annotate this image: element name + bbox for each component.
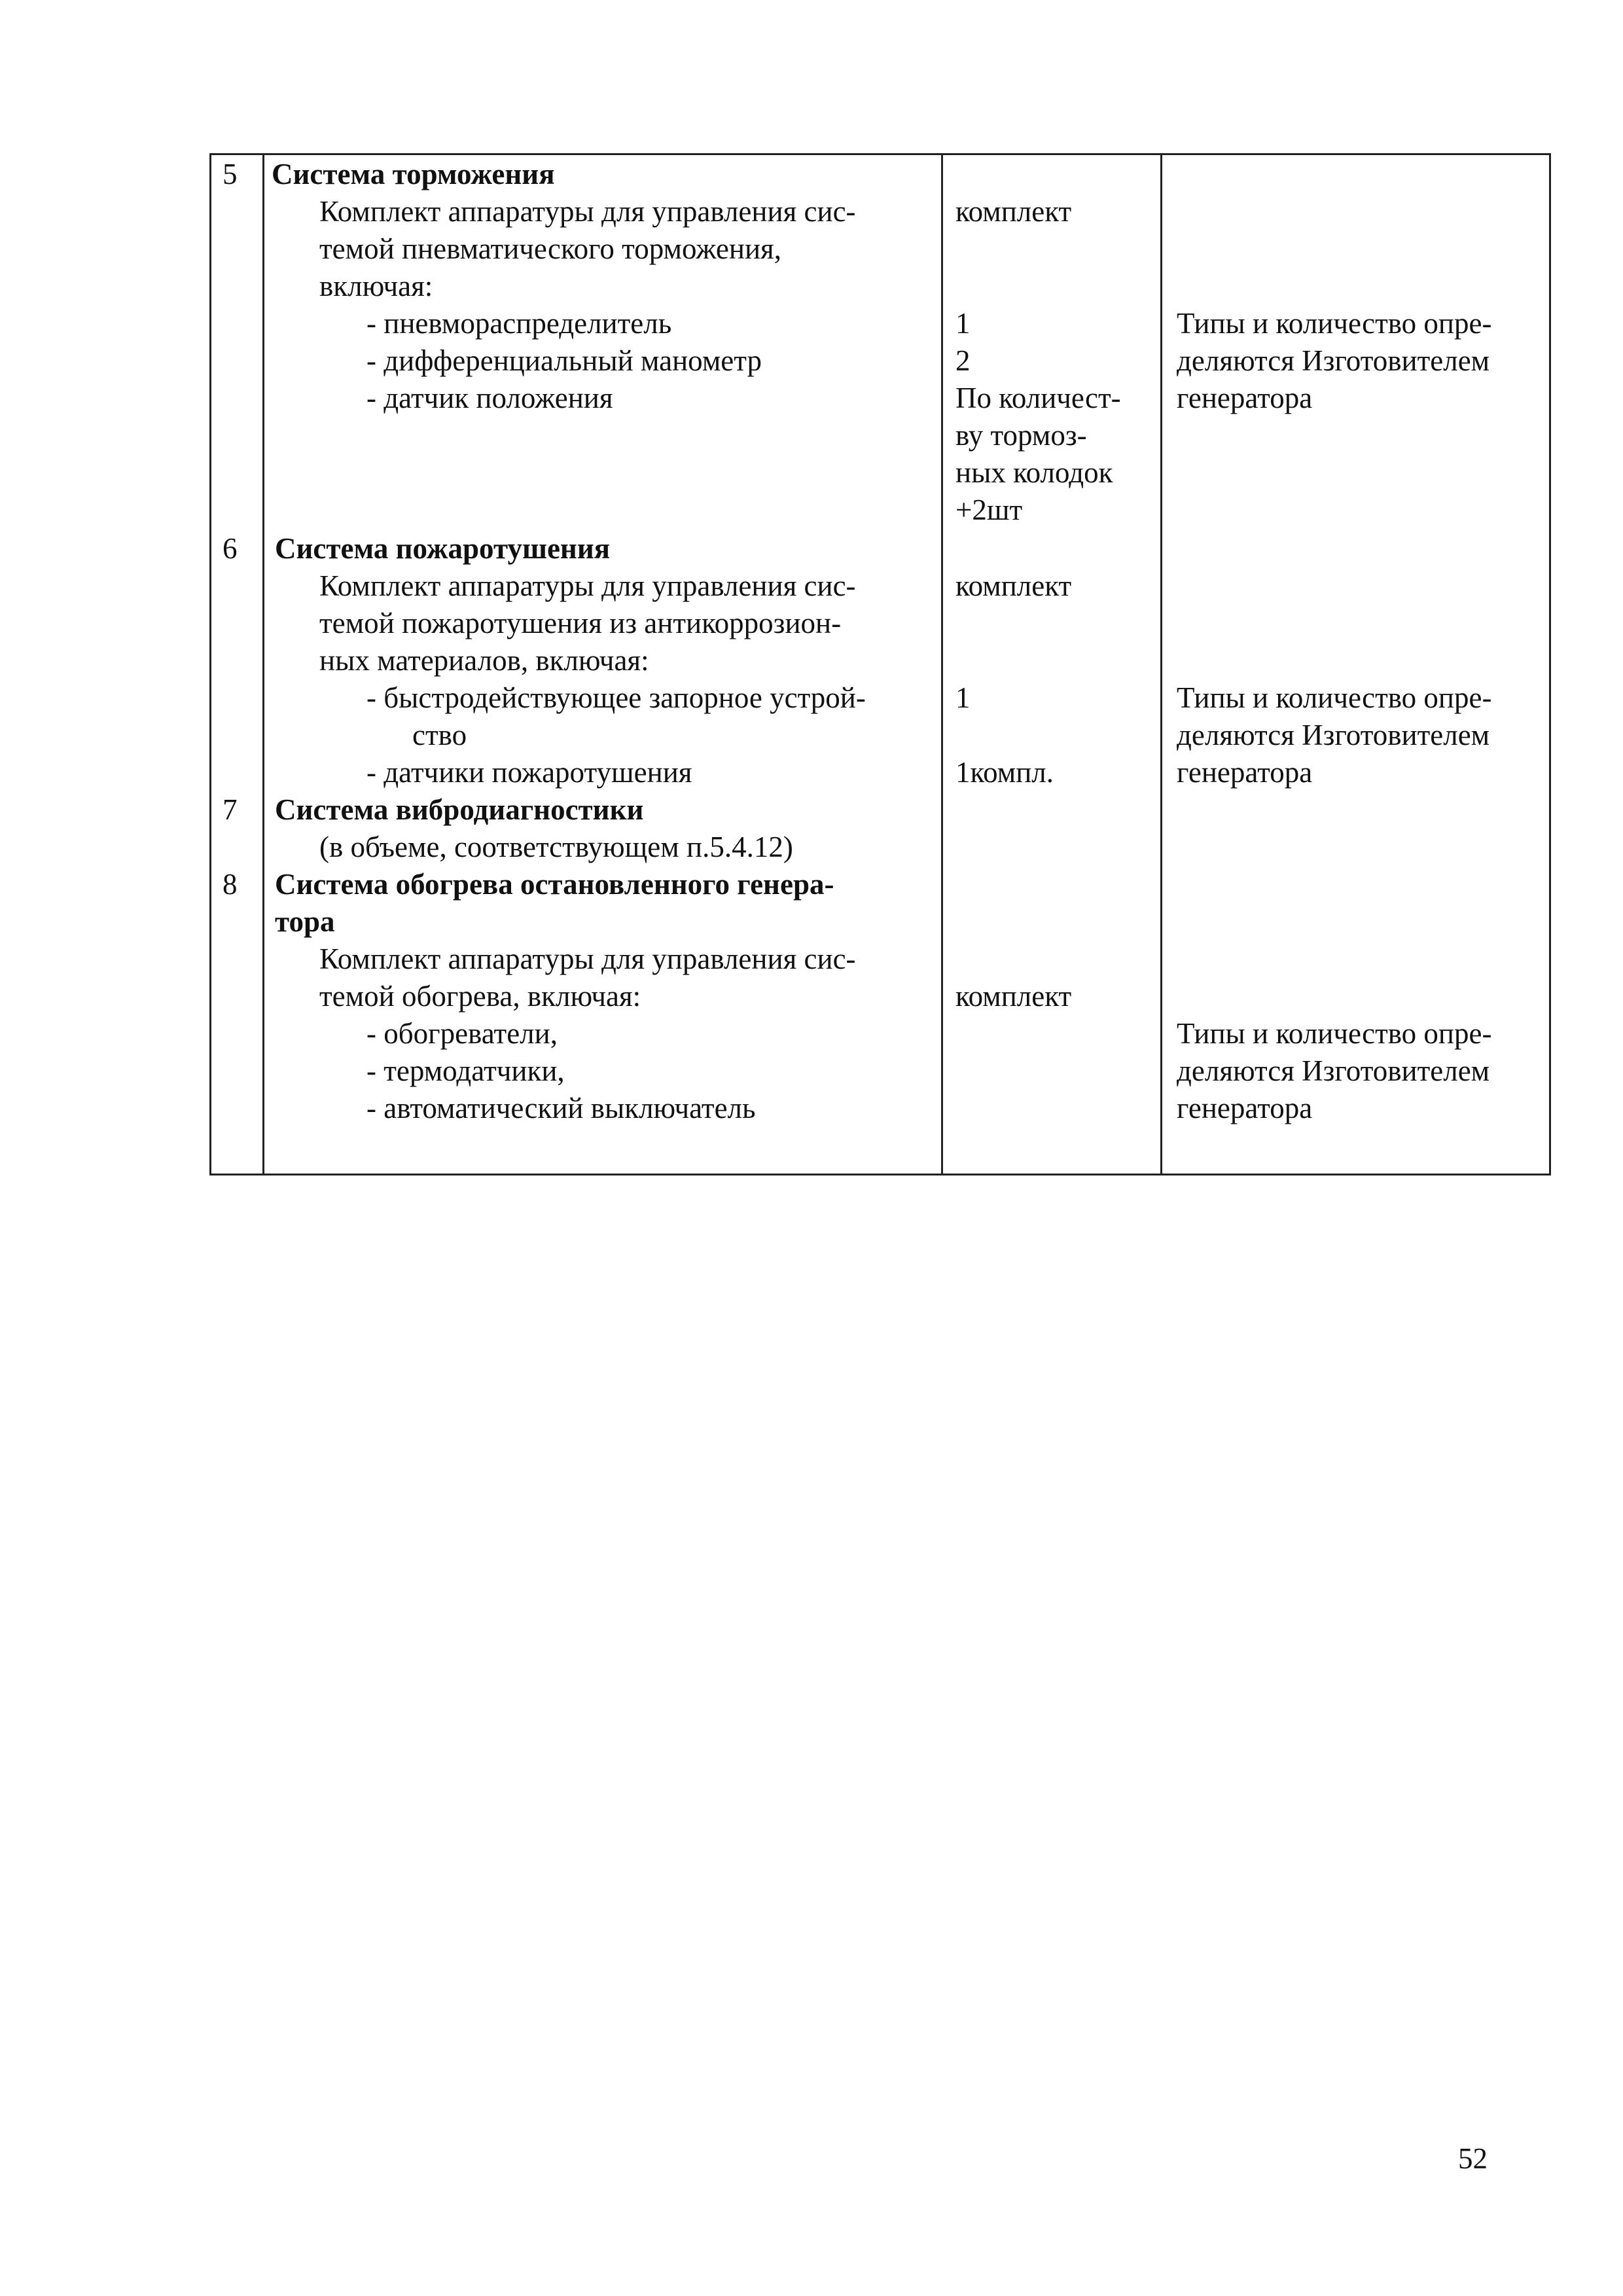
quantity-line: 1	[955, 681, 971, 714]
item-line: - дифференциальный манометр	[366, 344, 762, 377]
item-line: - автоматический выключатель	[366, 1092, 756, 1124]
quantity-line: ву тормоз-	[955, 419, 1087, 452]
description-line: темой пожаротушения из антикоррозион-	[319, 607, 842, 639]
note-line: генератора	[1177, 1092, 1313, 1124]
description-line: ных материалов, включая:	[319, 644, 649, 677]
note-line: Типы и количество опре-	[1177, 681, 1492, 714]
description-line: (в объеме, соответствующем п.5.4.12)	[319, 831, 793, 863]
quantity-line: 1	[955, 307, 971, 340]
section-title: Система вибродиагностики	[275, 793, 644, 826]
unit-cell: комплект	[955, 569, 1072, 602]
page-number: 52	[1458, 2142, 1488, 2175]
quantity-line: +2шт	[955, 493, 1023, 526]
description-line: темой пневматического торможения,	[319, 232, 781, 265]
item-line: - датчики пожаротушения	[366, 756, 692, 789]
description-line: Комплект аппаратуры для управления сис-	[319, 569, 856, 602]
description-line: включая:	[319, 270, 433, 302]
item-line: - обогреватели,	[366, 1017, 558, 1050]
row-number: 7	[223, 793, 238, 826]
note-line: генератора	[1177, 756, 1313, 789]
item-line: ство	[412, 719, 467, 751]
quantity-line: 2	[955, 344, 971, 377]
column-divider	[941, 155, 943, 1174]
description-line: Комплект аппаратуры для управления сис-	[319, 942, 856, 975]
row-number: 6	[223, 532, 238, 565]
unit-cell: комплект	[955, 195, 1072, 228]
item-line: - термодатчики,	[366, 1054, 565, 1087]
note-line: деляются Изготовителем	[1177, 719, 1490, 751]
section-title: тора	[275, 905, 335, 938]
section-title: Система торможения	[272, 158, 555, 190]
note-line: деляются Изготовителем	[1177, 344, 1490, 377]
quantity-line: 1компл.	[955, 756, 1054, 789]
description-line: темой обогрева, включая:	[319, 980, 641, 1013]
column-divider	[1160, 155, 1162, 1174]
column-divider	[262, 155, 264, 1174]
section-title: Система обогрева остановленного генера-	[275, 868, 834, 901]
row-number: 8	[223, 868, 238, 901]
description-line: Комплект аппаратуры для управления сис-	[319, 195, 856, 228]
note-line: деляются Изготовителем	[1177, 1054, 1490, 1087]
row-number: 5	[223, 158, 238, 190]
quantity-line: По количест-	[955, 382, 1121, 414]
quantity-line: ных колодок	[955, 456, 1113, 489]
item-line: - пневмораспределитель	[366, 307, 672, 340]
note-line: генератора	[1177, 382, 1313, 414]
note-line: Типы и количество опре-	[1177, 1017, 1492, 1050]
item-line: - быстродействующее запорное устрой-	[366, 681, 866, 714]
unit-cell: комплект	[955, 980, 1072, 1013]
section-title: Система пожаротушения	[275, 532, 611, 565]
item-line: - датчик положения	[366, 382, 613, 414]
note-line: Типы и количество опре-	[1177, 307, 1492, 340]
